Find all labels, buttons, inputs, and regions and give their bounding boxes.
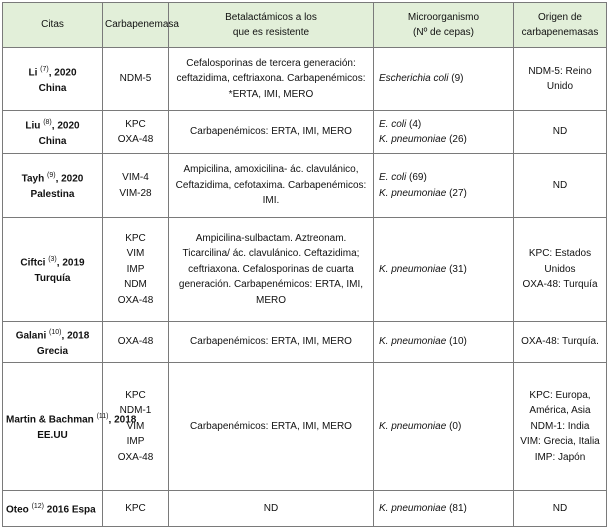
cita-ref: (8)	[43, 118, 52, 126]
header-betalactamicos: Betalactámicos a los que es resistente	[169, 3, 374, 48]
carbapenemase-item: NDM-5	[119, 73, 152, 85]
cita-author: Tayh	[21, 173, 45, 185]
cell-cita	[3, 218, 103, 322]
carbapenemase-item: OXA-48	[117, 451, 154, 463]
cell-cita	[3, 111, 103, 154]
cell-origen	[514, 111, 607, 154]
cell-betalactamicos	[169, 218, 374, 322]
cita-year: 2020	[54, 67, 77, 79]
organism-count: (10)	[449, 336, 467, 348]
carbapenemase-item: IMP	[126, 263, 145, 275]
cell-origen	[514, 363, 607, 491]
organism-name: Escherichia coli	[379, 73, 449, 85]
antibiotic-line: Ampicilina, amoxicilina- ác. clavulánico,	[183, 164, 359, 176]
carbapenemase-item: KPC	[125, 118, 146, 130]
cita-year: 2016	[46, 504, 70, 516]
antibiotic-line: Carbapenémicos: ERTA, IMI, MERO	[190, 126, 352, 138]
origin-line: KPC: Europa,	[529, 389, 591, 401]
antibiotic-line: generación. Carbapenémicos: ERTA, IMI,	[178, 279, 364, 291]
cell-betalactamicos	[169, 48, 374, 111]
cita-country: EE.UU	[37, 430, 68, 442]
cell-origen	[514, 154, 607, 218]
organism-line	[379, 501, 510, 517]
antibiotic-line: Carbapenémicos: ERTA, IMI, MERO	[190, 420, 352, 432]
organism-line	[379, 186, 510, 202]
antibiotic-line: Ticarcilina/ ác. clavulánico. Ceftazidima;	[182, 248, 360, 260]
organism-name: K. pneumoniae	[379, 263, 447, 275]
cell-carbapenemasa	[103, 363, 169, 491]
cita-year: 2020	[57, 120, 80, 132]
cell-microorganismo	[374, 363, 514, 491]
origin-line: VIM: Grecia, Italia	[520, 436, 600, 448]
cell-betalactamicos	[169, 363, 374, 491]
carbapenemase-item: IMP	[126, 436, 145, 448]
cell-carbapenemasa	[103, 218, 169, 322]
cita-country: China	[38, 82, 67, 94]
antibiotic-line: IMI.	[262, 195, 280, 207]
origin-line: Unido	[546, 81, 574, 92]
cell-origen	[514, 48, 607, 111]
organism-line	[379, 262, 510, 278]
cita-country: Grecia	[36, 345, 69, 357]
organism-name: K. pneumoniae	[379, 134, 447, 145]
carbapenemase-item: NDM	[124, 279, 147, 291]
antibiotic-line: Ampicilina-sulbactam. Aztreonam.	[195, 232, 347, 244]
cell-cita	[3, 491, 103, 527]
cell-microorganismo	[374, 218, 514, 322]
table-row	[3, 111, 607, 154]
cell-cita	[3, 48, 103, 111]
organism-line	[379, 132, 510, 148]
cita-country: China	[38, 135, 67, 147]
carbapenemase-item: KPC	[125, 502, 146, 514]
organism-count: (0)	[449, 420, 462, 432]
header-origen: Origen de carbapenemasas	[514, 3, 607, 48]
origin-line: ND	[552, 179, 568, 191]
cita-country: Turquía	[34, 273, 71, 285]
cita-ref: (3)	[48, 256, 57, 264]
origin-line: ND	[552, 502, 568, 514]
carbapenemase-item: NDM-1	[119, 405, 152, 417]
organism-name: K. pneumoniae	[379, 187, 447, 199]
table-row	[3, 48, 607, 111]
origin-line: KPC: Estados	[528, 248, 592, 260]
organism-line	[379, 71, 510, 87]
cell-origen	[514, 322, 607, 363]
cita-line: Martin & Bachman $^{(11)}$, 2018	[6, 413, 137, 426]
organism-name: E. coli	[379, 172, 407, 183]
header-microorganismo: Microorganismo (Nº de cepas)	[374, 3, 514, 48]
origin-line: IMP: Japón	[534, 451, 586, 463]
cell-betalactamicos	[169, 111, 374, 154]
origin-line: OXA-48: Turquía.	[521, 336, 599, 348]
antibiotic-line: *ERTA, IMI, MERO	[228, 88, 314, 100]
organism-count: (31)	[449, 263, 467, 275]
cell-carbapenemasa	[103, 491, 169, 527]
cell-carbapenemasa	[103, 154, 169, 218]
carbapenemase-item: OXA-48	[117, 294, 154, 306]
cell-betalactamicos	[169, 322, 374, 363]
header-carbapenemasa: Carbapenemasa	[103, 3, 169, 48]
organism-count: (69)	[409, 172, 427, 183]
cita-line: Tayh $^{(9)}$, 2020	[21, 172, 84, 185]
organism-line	[379, 334, 510, 350]
cita-year: 2019	[62, 257, 85, 269]
antibiotic-line: Ceftazidima, cefotaxima. Carbapenémicos:	[175, 179, 367, 191]
header-citas: Citas	[3, 3, 103, 48]
cita-author: Liu	[25, 120, 41, 132]
cita-line: Galani $^{(10)}$, 2018	[15, 328, 90, 342]
cell-microorganismo	[374, 322, 514, 363]
carbapenemase-item: VIM-4	[122, 172, 149, 183]
origin-line: NDM-1: India	[530, 420, 590, 432]
carbapenemase-item: KPC	[125, 232, 146, 244]
organism-line	[379, 419, 510, 435]
carbapenemase-item: OXA-48	[117, 134, 154, 145]
organism-name: E. coli	[379, 118, 407, 130]
cell-carbapenemasa	[103, 322, 169, 363]
origin-line: América, Asia	[529, 405, 591, 417]
cita-ref: (7)	[40, 65, 49, 73]
antibiotic-line: Carbapenémicos: ERTA, IMI, MERO	[190, 336, 352, 348]
organism-line	[379, 170, 510, 186]
organism-name: K. pneumoniae	[379, 502, 447, 514]
cell-carbapenemasa	[103, 48, 169, 111]
table-row	[3, 218, 607, 322]
origin-line: Unidos	[544, 263, 576, 275]
cita-author: Martin & Bachman	[6, 414, 94, 426]
carbapenemase-item: KPC	[125, 389, 146, 401]
cell-microorganismo	[374, 491, 514, 527]
antibiotic-line: Cefalosporinas de tercera generación:	[186, 57, 356, 69]
cell-microorganismo	[374, 48, 514, 111]
table-wrapper	[2, 2, 606, 526]
cita-author: Li	[28, 67, 38, 79]
header-row	[3, 3, 607, 48]
cell-betalactamicos	[169, 491, 374, 527]
cita-ref: (10)	[49, 328, 62, 336]
cita-ref: (11)	[96, 413, 109, 421]
cita-line: Ciftci $^{(3)}$, 2019	[20, 256, 85, 269]
table-row	[3, 491, 607, 527]
origin-line: ND	[552, 126, 568, 138]
carbapenemase-item: VIM-28	[119, 187, 152, 199]
organism-count: (4)	[409, 118, 422, 130]
carbapenemase-item: VIM	[126, 420, 145, 432]
cita-country: Palestina	[30, 189, 75, 201]
organism-line	[379, 117, 510, 133]
cita-ref: (12)	[31, 503, 45, 511]
cita-line: Liu $^{(8)}$, 2020	[25, 118, 80, 132]
cita-year: 2020	[61, 173, 84, 185]
carbapenemase-table	[2, 2, 607, 527]
cell-cita	[3, 154, 103, 218]
table-row	[3, 154, 607, 218]
cita-year: 2018	[114, 414, 137, 426]
cell-origen	[514, 218, 607, 322]
cita-author: Oteo	[6, 504, 29, 516]
organism-count: (27)	[449, 187, 467, 199]
cita-country: Espa	[71, 504, 96, 516]
cell-betalactamicos	[169, 154, 374, 218]
cell-microorganismo	[374, 111, 514, 154]
cita-author: Ciftci	[20, 257, 46, 269]
cita-line	[6, 499, 99, 518]
cita-ref: (9)	[47, 172, 56, 180]
antibiotic-line: ceftriaxona. Cefalosporinas de cuarta	[188, 263, 354, 275]
organism-name: K. pneumoniae	[379, 336, 447, 348]
antibiotic-line: MERO	[256, 294, 286, 306]
cell-origen	[514, 491, 607, 527]
origin-line: OXA-48: Turquía	[522, 279, 598, 291]
organism-count: (26)	[449, 134, 467, 145]
cell-cita	[3, 322, 103, 363]
cell-carbapenemasa	[103, 111, 169, 154]
cell-microorganismo	[374, 154, 514, 218]
cita-year: 2018	[67, 330, 90, 342]
organism-count: (9)	[451, 73, 464, 85]
table-row	[3, 363, 607, 491]
carbapenemase-item: OXA-48	[117, 336, 154, 348]
cita-author: Galani	[15, 330, 47, 342]
organism-count: (81)	[449, 502, 467, 514]
antibiotic-line: ND	[263, 502, 279, 514]
carbapenemase-item: VIM	[126, 248, 145, 260]
organism-name: K. pneumoniae	[379, 420, 447, 432]
cita-line: Li $^{(7)}$, 2020	[28, 65, 77, 79]
table-row	[3, 322, 607, 363]
antibiotic-line: ceftazidima, ceftriaxona. Carbapenémicos:	[176, 73, 366, 85]
origin-line: NDM-5: Reino	[528, 65, 592, 77]
